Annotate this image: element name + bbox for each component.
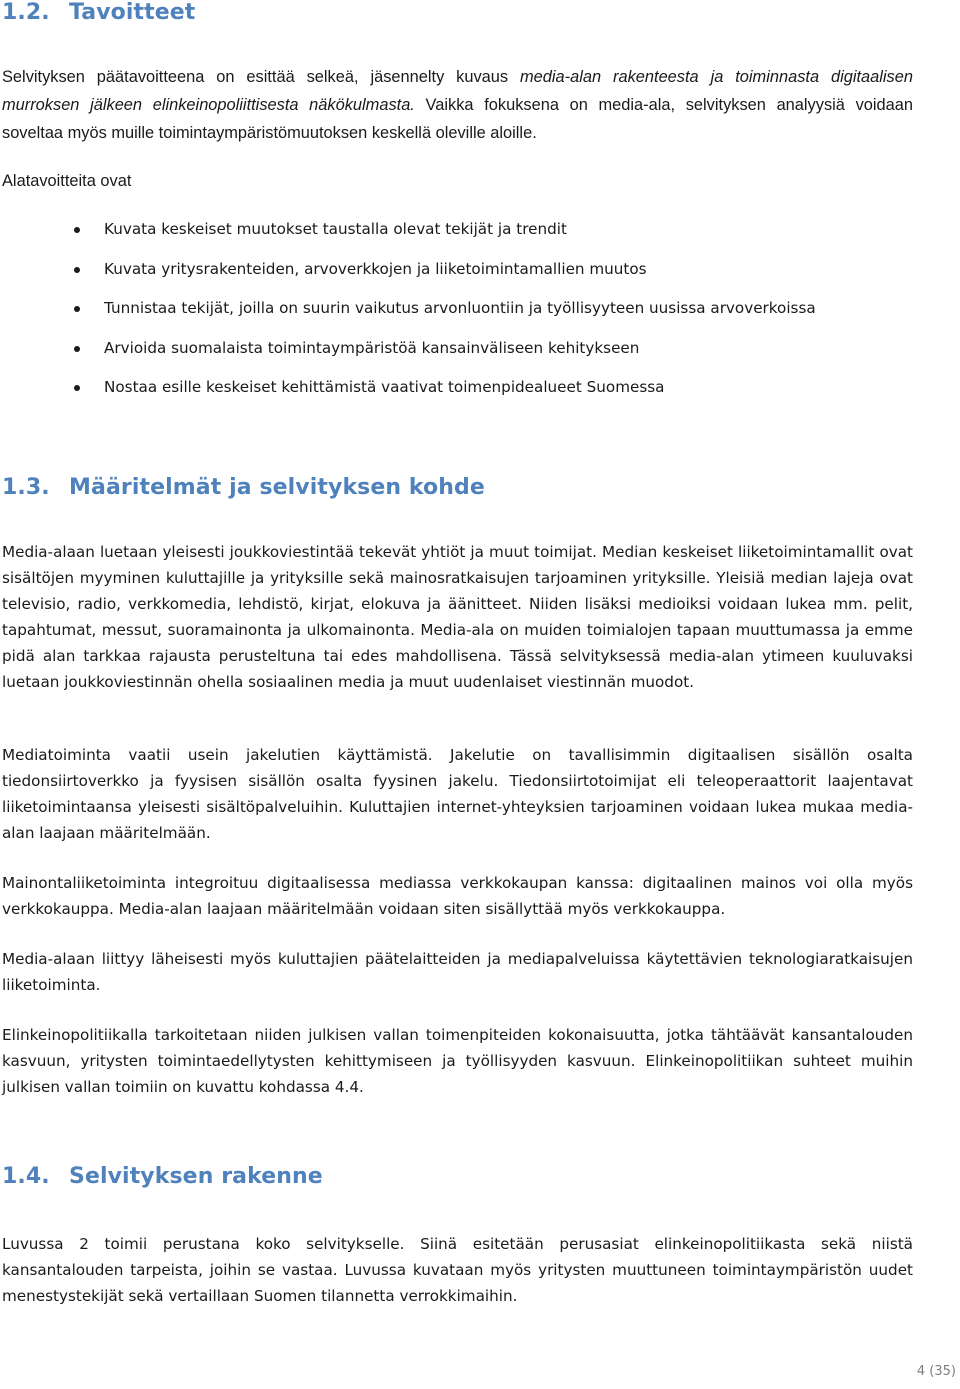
definitions-paragraph: Elinkeinopolitiikalla tarkoitetaan niiden julkisen vallan toimenpiteiden kokonaisuutta, jotka tähtäävät kansantalouden kasvuun, yritysten toimintaedellytysten kehittymiseen ja työllisyyden kasvuun. Elinkeinopolitiikan suhteet muihin julkisen vallan toimiin on kuvattu kohdassa 4.4. [2,1026,913,1096]
list-item: Tunnistaa tekijät, joilla on suurin vaikutus arvonluontiin ja työllisyyteen uusissa arvoverkoissa [0,294,816,334]
bullet-icon [74,385,80,391]
section-title: Selvityksen rakenne [69,1164,323,1189]
definitions-paragraph: Mainontaliiketoiminta integroituu digitaalisessa mediassa verkkokaupan kanssa: digitaalinen mainos voi olla myös verkkokauppa. Media-alan laajaan määritelmään voidaan siten sisällyttää myös verkkokauppa. [2,874,913,918]
sub-goals-label: Alatavoitteita ovat [2,172,132,190]
section-heading-goals [2,0,195,25]
section-title: Määritelmät ja selvityksen kohde [69,475,485,500]
definitions-paragraph: Media-alaan luetaan yleisesti joukkoviestintää tekevät yhtiöt ja muut toimijat. Median keskeiset liiketoimintamallit ovat sisältöjen myyminen kuluttajille ja yrityksille sekä mainosratkaisujen tarjoaminen yrityksille. Yleisiä median lajeja ovat televisio, radio, verkkomedia, lehdistö, kirjat, elokuva ja äänitteet. Niiden lisäksi medioiksi voidaan lukea mm. pelit, tapahtumat, messut, suoramainonta ja ulkomainonta. Media-ala on muiden toimialojen tapaan muuttumassa ja emme pidä alan tarkkaa rajausta perusteltuna tai edes mahdollisena. Tässä selvityksessä media-alan ytimeen kuuluvaksi luetaan joukkoviestinnän ohella sosiaalinen media ja muut uudenlaiset viestinnän muodot. [2,543,913,691]
list-item: Nostaa esille keskeiset kehittämistä vaativat toimenpidealueet Suomessa [0,373,816,413]
bullet-icon [74,306,80,312]
intro-paragraph: Selvityksen päätavoitteena on esittää selkeä, jäsennelty kuvaus media-alan rakenteesta ja toiminnasta digitaalisen murroksen jälkeen elinkeinopoliittisesta näkökulmasta. Vaikka fokuksena on media-ala, selvityksen analyysiä voidaan soveltaa myös muille toimintaympäristömuutoksen keskellä oleville aloille. [2,68,913,142]
intro-emphasis: media-alan rakenteesta ja toiminnasta digitaalisen murroksen jälkeen elinkeinopoliittisesta näkökulmasta. [2,68,913,114]
section-title: Tavoitteet [69,0,196,25]
section-number: 1.2. [2,0,50,25]
section-number: 1.3. [2,475,50,500]
page-number: 4 (35) [916,1364,956,1379]
definitions-paragraph: Media-alaan liittyy läheisesti myös kuluttajien päätelaitteiden ja mediapalveluissa käytettävien teknologiaratkaisujen liiketoiminta. [2,950,913,994]
structure-paragraph: Luvussa 2 toimii perustana koko selvitykselle. Siinä esitetään perusasiat elinkeinopolitiikasta sekä niistä kansantalouden tarpeista, joihin se vastaa. Luvussa kuvataan myös yritysten muuttuneen toimintaympäristön uudet menestystekijät sekä vertaillaan Suomen tilannetta verrokkimaihin. [2,1235,913,1305]
list-item: Arvioida suomalaista toimintaympäristöä kansainväliseen kehitykseen [0,334,816,374]
section-number: 1.4. [2,1164,50,1189]
bullet-icon [74,227,80,233]
section-heading-structure [2,1164,323,1189]
list-item: Kuvata yritysrakenteiden, arvoverkkojen ja liiketoimintamallien muutos [0,255,816,295]
section-heading-definitions [2,475,485,500]
list-item: Kuvata keskeiset muutokset taustalla olevat tekijät ja trendit [0,215,816,255]
sub-goals-list [0,215,816,413]
definitions-paragraph: Mediatoiminta vaatii usein jakelutien käyttämistä. Jakelutie on tavallisimmin digitaalisen sisällön osalta tiedonsiirtoverkko ja fyysisen sisällön osalta fyysinen jakelu. Tiedonsiirtotoimijat eli teleoperaattorit laajentavat liiketoimintaansa yleisesti sisältöpalveluihin. Kuluttajien internet-yhteyksien tarjoaminen voidaan lukea mukaa media-alan laajaan määritelmään. [2,746,913,842]
bullet-icon [74,267,80,273]
bullet-icon [74,346,80,352]
